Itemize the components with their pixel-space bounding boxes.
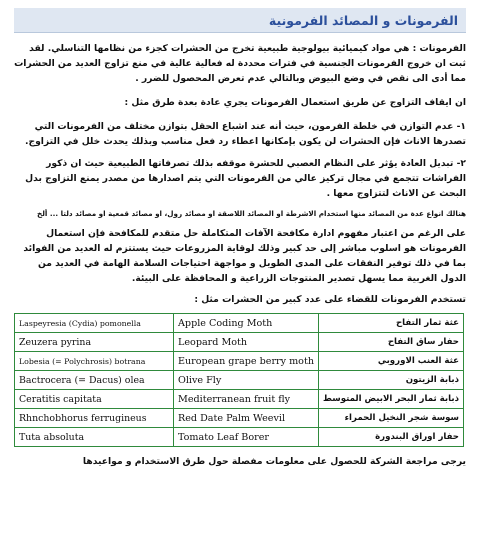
arabic-name-cell: ذبابة ثمار البحر الابيض المتوسط [319,390,464,409]
table-row [15,428,464,447]
table-row [15,333,464,352]
table-intro: تستخدم الفرمونات للقضاء على عدد كبير من الحشرات مثل : [194,294,466,305]
english-name-cell: Tomato Leaf Borer [174,428,319,447]
arabic-name-cell: حفار ساق التفاح [319,333,464,352]
scientific-name-cell: Zeuzera pyrina [15,333,174,352]
english-name-cell: Mediterranean fruit fly [174,390,319,409]
table-row [15,390,464,409]
arabic-name-cell: ذبابة الزيتون [319,371,464,390]
scientific-name-cell: Bactrocera (= Dacus) olea [15,371,174,390]
trap-types-paragraph: هنالك انواع عدة من المصائد منها استخدام الاشرطة او المصائد اللاصقة او مصائد رول، او مصائد قمعية او مصائد دلتا ... ألخ [37,209,466,218]
scientific-name-cell: Lobesia (= Polychrosis) botrana [15,352,174,371]
english-name-cell: Red Date Palm Weevil [174,409,319,428]
english-name-cell: Leopard Moth [174,333,319,352]
method-1-paragraph: ١- عدم التوازن في خلطة الفرمون، حيث أنه عند اشباع الحقل بتوازن مختلف من الفرمونات التي تصدرها الاناث فإن الحشرات لن يكون بإمكانها اعطاء رد فعل مناسب وبذلك يحدث خلل في التزاوج. [24,121,466,147]
scientific-name-cell: Ceratitis capitata [15,390,174,409]
table-row [15,409,464,428]
methods-intro: ان ايقاف التزاوج عن طريق استعمال الفرمونات يجري عادة بعدة طرق مثل : [124,97,466,108]
benefits-paragraph: على الرغم من اعتبار مفهوم ادارة مكافحة الآفات المتكاملة حل متقدم للمكافحة فإن استعمال الفرمونات هو اسلوب مباشر إلى حد كبير وذلك لوقاية المزروعات حيث يستتزم له العديد من الفوائد بما في ذلك توفير النفقات على المدى الطويل و مواجهة احتياجات السلامة الهامة في العديد من الدول الغربية مما يسهل تصدير المنتوجات الزراعية و المحافظة على البيئة. [23,228,466,284]
scientific-name-cell: Laspeyresia (Cydia) pomonella [15,314,174,333]
scientific-name-cell: Tuta absoluta [15,428,174,447]
scientific-name-cell: Rhnchobhorus ferrugineus [15,409,174,428]
pests-table [14,313,464,447]
arabic-name-cell: سوسة شجر النخيل الحمراء [319,409,464,428]
english-name-cell: European grape berry moth [174,352,319,371]
definition-paragraph: الفرمونات : هي مواد كيميائية بيولوجية طبيعية تخرج من الحشرات كجزء من نظامها التناسلي. لقد ثبت ان خروج الفرمونات الجنسية في فترات محددة له فعالية عالية في منع تزاوج العديد من الحشرات مما أدى الى نقص في وضع البيوض وبالتالي عدم تعرض المحصول للضرر . [14,43,466,84]
footer-note: يرجى مراجعة الشركة للحصول على معلومات مفصلة حول طرق الاستخدام و مواعيدها [82,456,466,467]
arabic-name-cell: عثة ثمار التفاح [319,314,464,333]
table-row [15,371,464,390]
method-2-paragraph: ٢- تبديل العادة يؤثر على النظام العصبي للحشرة موقفه بذلك تصرفاتها الطبيعية حيث ان ذكور الفراشات تتجمع في مجال تركيز عالي من الفرمونات التي يتم اصدارها من مصدر يمنع التزاوج بدل البحث عن الاناث لتتزاوج معها . [25,158,466,199]
table-row [15,352,464,371]
table-row [15,314,464,333]
english-name-cell: Apple Coding Moth [174,314,319,333]
arabic-name-cell: عثة العنب الاوروبي [319,352,464,371]
english-name-cell: Olive Fly [174,371,319,390]
page-title: الفرمونات و المصائد الفرمونية [268,12,458,28]
title-bar [14,8,466,33]
arabic-name-cell: حفار اوراق البندورة [319,428,464,447]
